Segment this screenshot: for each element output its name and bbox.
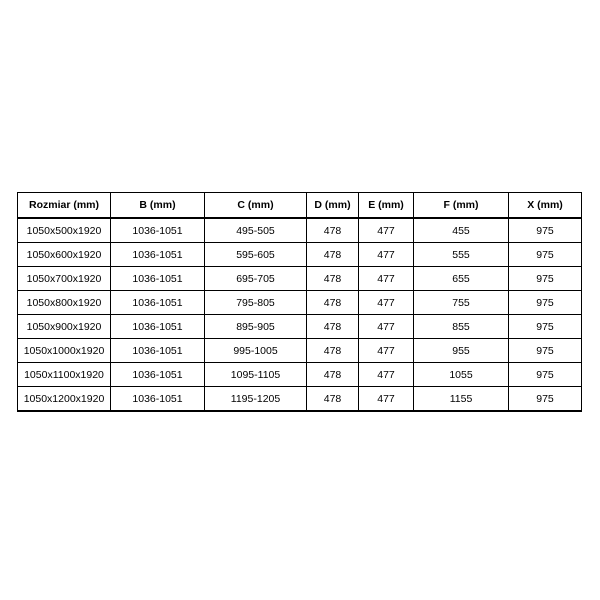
cell-b: 1036-1051 — [111, 243, 205, 267]
cell-b: 1036-1051 — [111, 363, 205, 387]
cell-e: 477 — [359, 363, 414, 387]
cell-c: 895-905 — [205, 315, 307, 339]
cell-rozmiar: 1050x1000x1920 — [18, 339, 111, 363]
cell-d: 478 — [307, 363, 359, 387]
table-body — [18, 218, 582, 411]
cell-c: 595-605 — [205, 243, 307, 267]
table-header-row — [18, 193, 582, 219]
cell-e: 477 — [359, 267, 414, 291]
cell-f: 955 — [414, 339, 509, 363]
table-row — [18, 243, 582, 267]
cell-e: 477 — [359, 315, 414, 339]
cell-x: 975 — [509, 339, 582, 363]
cell-rozmiar: 1050x1100x1920 — [18, 363, 111, 387]
cell-f: 455 — [414, 218, 509, 243]
cell-d: 478 — [307, 339, 359, 363]
cell-d: 478 — [307, 387, 359, 412]
header-rozmiar: Rozmiar (mm) — [18, 193, 111, 219]
cell-c: 995-1005 — [205, 339, 307, 363]
cell-e: 477 — [359, 243, 414, 267]
cell-d: 478 — [307, 243, 359, 267]
cell-rozmiar: 1050x800x1920 — [18, 291, 111, 315]
cell-b: 1036-1051 — [111, 315, 205, 339]
cell-f: 855 — [414, 315, 509, 339]
cell-b: 1036-1051 — [111, 267, 205, 291]
cell-rozmiar: 1050x700x1920 — [18, 267, 111, 291]
table-row — [18, 218, 582, 243]
cell-b: 1036-1051 — [111, 387, 205, 412]
cell-d: 478 — [307, 218, 359, 243]
table-row — [18, 315, 582, 339]
cell-b: 1036-1051 — [111, 218, 205, 243]
cell-rozmiar: 1050x900x1920 — [18, 315, 111, 339]
cell-f: 555 — [414, 243, 509, 267]
cell-c: 795-805 — [205, 291, 307, 315]
cell-e: 477 — [359, 387, 414, 412]
cell-b: 1036-1051 — [111, 291, 205, 315]
cell-x: 975 — [509, 315, 582, 339]
cell-e: 477 — [359, 291, 414, 315]
table-row — [18, 267, 582, 291]
header-c: C (mm) — [205, 193, 307, 219]
cell-e: 477 — [359, 218, 414, 243]
cell-c: 495-505 — [205, 218, 307, 243]
cell-x: 975 — [509, 291, 582, 315]
header-d: D (mm) — [307, 193, 359, 219]
cell-x: 975 — [509, 387, 582, 412]
table-row — [18, 363, 582, 387]
cell-f: 1055 — [414, 363, 509, 387]
cell-rozmiar: 1050x600x1920 — [18, 243, 111, 267]
cell-x: 975 — [509, 363, 582, 387]
header-b: B (mm) — [111, 193, 205, 219]
cell-f: 1155 — [414, 387, 509, 412]
cell-c: 1195-1205 — [205, 387, 307, 412]
cell-c: 695-705 — [205, 267, 307, 291]
cell-d: 478 — [307, 315, 359, 339]
header-f: F (mm) — [414, 193, 509, 219]
table-row — [18, 291, 582, 315]
table-row — [18, 387, 582, 412]
cell-b: 1036-1051 — [111, 339, 205, 363]
cell-x: 975 — [509, 243, 582, 267]
cell-rozmiar: 1050x1200x1920 — [18, 387, 111, 412]
cell-rozmiar: 1050x500x1920 — [18, 218, 111, 243]
cell-x: 975 — [509, 218, 582, 243]
cell-x: 975 — [509, 267, 582, 291]
cell-e: 477 — [359, 339, 414, 363]
header-e: E (mm) — [359, 193, 414, 219]
cell-d: 478 — [307, 267, 359, 291]
header-x: X (mm) — [509, 193, 582, 219]
dimensions-table — [17, 192, 582, 412]
cell-d: 478 — [307, 291, 359, 315]
dimensions-table-container — [17, 192, 581, 412]
cell-f: 755 — [414, 291, 509, 315]
cell-c: 1095-1105 — [205, 363, 307, 387]
table-row — [18, 339, 582, 363]
cell-f: 655 — [414, 267, 509, 291]
